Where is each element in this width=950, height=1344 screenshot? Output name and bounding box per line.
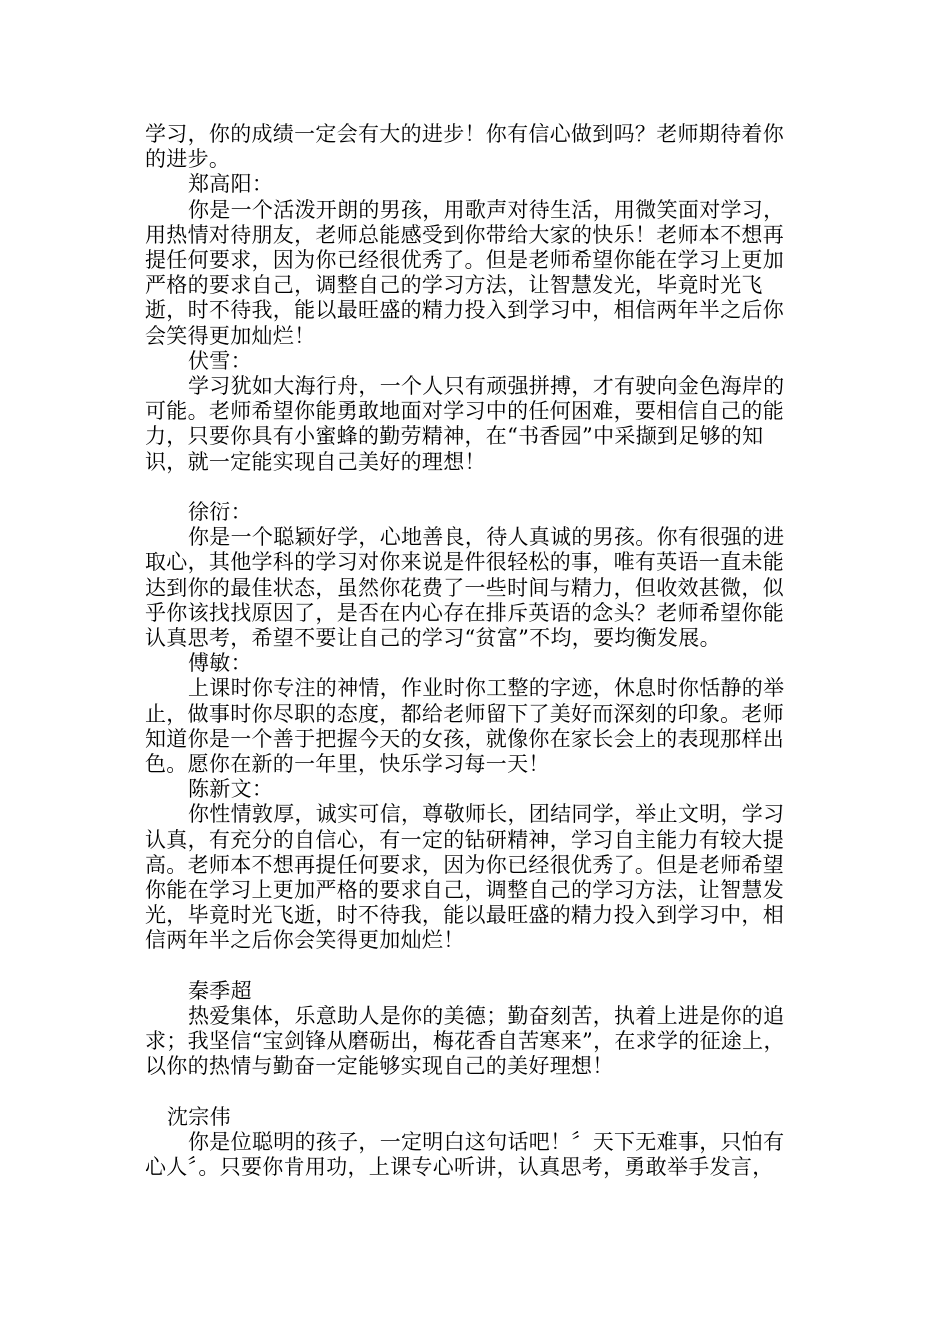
paragraph: 学习，你的成绩一定会有大的进步！你有信心做到吗？老师期待着你的进步。 [145,122,784,172]
blank-line [145,1080,805,1105]
document-body [145,122,805,1180]
blank-line [145,954,805,979]
paragraph: 学习犹如大海行舟，一个人只有顽强拼搏，才有驶向金色海岸的可能。老师希望你能勇敢地面对学习中的任何困难，要相信自己的能力，只要你具有小蜜蜂的勤劳精神，在“书香园”中采撷到足够的知识，就一定能实现自己美好的理想！ [145,374,785,474]
student-name: 伏雪： [188,348,252,373]
paragraph: 热爱集体，乐意助人是你的美德；勤奋刻苦，执着上进是你的追求；我坚信“宝剑锋从磨砺出，梅花香自苦寒来”，在求学的征途上，以你的热情与勤奋一定能够实现自己的美好理想！ [145,1004,785,1079]
blank-line [145,475,805,500]
student-name: 傅敏： [188,651,252,676]
student-name: 陈新文： [188,777,274,802]
paragraph: 你是位聪明的孩子，一定明白这句话吧！〞天下无难事，只怕有心人〞。只要你肯用功，上课专心听讲，认真思考，勇敢举手发言， [145,1130,785,1180]
student-name: 郑高阳： [188,172,274,197]
student-name: 秦季超 [188,978,252,1003]
student-name: 沈宗伟 [167,1104,231,1129]
student-name: 徐衍： [188,500,252,525]
paragraph: 你是一个聪颖好学，心地善良，待人真诚的男孩。你有很强的进取心，其他学科的学习对你来说是件很轻松的事，唯有英语一直未能达到你的最佳状态，虽然你花费了一些时间与精力，但收效甚微，似乎你该找找原因了，是否在内心存在排斥英语的念头？老师希望你能认真思考，希望不要让自己的学习“贫富”不均，要均衡发展。 [145,525,785,651]
paragraph: 上课时你专注的神情，作业时你工整的字迹，休息时你恬静的举止，做事时你尽职的态度，都给老师留下了美好而深刻的印象。老师知道你是一个善于把握今天的女孩，就像你在家长会上的表现那样出色。愿你在新的一年里，快乐学习每一天！ [145,676,785,777]
paragraph: 你性情敦厚，诚实可信，尊敬师长，团结同学，举止文明，学习认真，有充分的自信心，有一定的钻研精神，学习自主能力有较大提高。老师本不想再提任何要求，因为你已经很优秀了。但是老师希望你能在学习上更加严格的要求自己，调整自己的学习方法，让智慧发光，毕竟时光飞逝，时不待我，能以最旺盛的精力投入到学习中，相信两年半之后你会笑得更加灿烂！ [145,802,785,953]
paragraph: 你是一个活泼开朗的男孩，用歌声对待生活，用微笑面对学习，用热情对待朋友，老师总能感受到你带给大家的快乐！老师本不想再提任何要求，因为你已经很优秀了。但是老师希望你能在学习上更加严格的要求自己，调整自己的学习方法，让智慧发光，毕竟时光飞逝，时不待我，能以最旺盛的精力投入到学习中，相信两年半之后你会笑得更加灿烂！ [145,197,785,348]
